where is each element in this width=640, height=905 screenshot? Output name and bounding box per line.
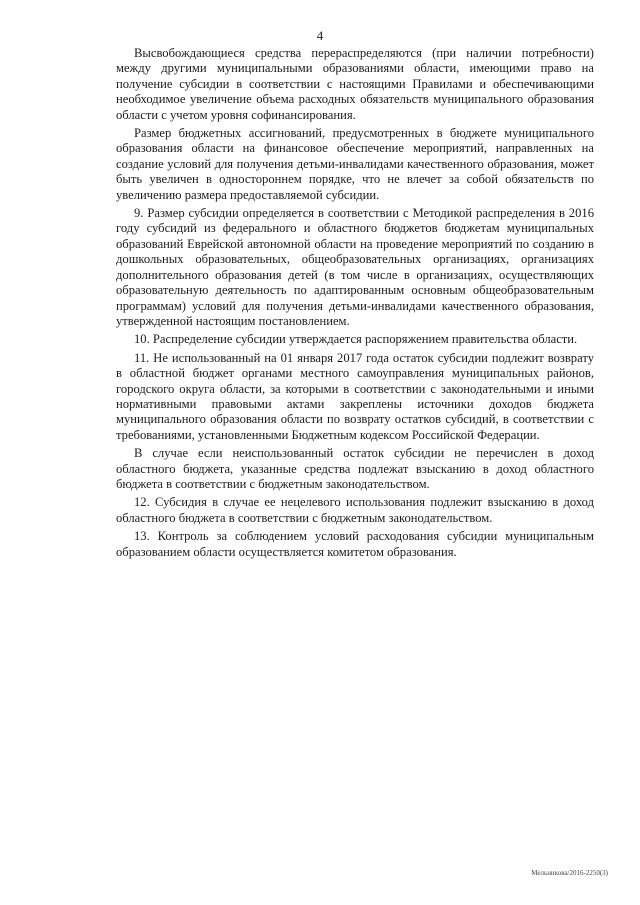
paragraph-clause-10: 10. Распределение субсидии утверждается распоряжением правительства области. xyxy=(134,332,578,347)
paragraph-clause-11: 11. Не использованный на 01 января 2017 года остаток субсидии подлежит возврату в областной бюджет органами местного самоуправления муниципальных районов, городского округа области, за которыми в соответствии с законодательными и иными нормативными правовыми актами закреплены источники доходов бюджета муниципального образования области по возврату остатков субсидий, в соответствии с требованиями, установленными Бюджетным кодексом Российской Федерации. xyxy=(116,350,594,442)
paragraph-budget-allocation: Размер бюджетных ассигнований, предусмотренных в бюджете муниципального образования области на финансовое обеспечение мероприятий, направленных на создание условий для получения детьми-инвалидами качественного образования, может быть увеличен в одностороннем порядке, что не влечет за собой обязательств по увеличению размера предоставляемой субсидии. xyxy=(116,126,594,202)
paragraph-clause-13: 13. Контроль за соблюдением условий расходования субсидии муниципальным образованием области осуществляется комитетом образования. xyxy=(116,529,594,559)
paragraph-clause-9: 9. Размер субсидии определяется в соответствии с Методикой распределения в 2016 году субсидий из федерального и областного бюджетов бюджетам муниципальных образований Еврейской автономной области на проведение мероприятий по созданию в дошкольных образовательных, общеобразовательных организациях, организациях дополнительного образования детей (в том числе в организациях, осуществляющих образовательную деятельность по адаптированным основным общеобразовательным программам) условий для получения детьми-инвалидами качественного образования, утвержденной настоящим постановлением. xyxy=(116,206,594,328)
paragraph-unused-balance: В случае если неиспользованный остаток субсидии не перечислен в доход областного бюджета, указанные средства подлежат взысканию в доход областного бюджета в соответствии с бюджетным законодательством. xyxy=(116,446,594,491)
paragraph-clause-12: 12. Субсидия в случае ее нецелевого использования подлежит взысканию в доход областного бюджета в соответствии с бюджетным законодательством. xyxy=(116,495,594,525)
footer-document-code: Мельникова/2016-2250(3) xyxy=(531,869,608,877)
paragraph-redistribution: Высвобождающиеся средства перераспределяются (при наличии потребности) между другими муниципальными образованиями области, имеющими право на получение субсидии в соответствии с настоящими Правилами и обеспечивающими необходимое увеличение объема расходных обязательств муниципального образования области с учетом уровня софинансирования. xyxy=(116,46,594,122)
document-body xyxy=(116,46,594,563)
page-number: 4 xyxy=(316,28,324,43)
